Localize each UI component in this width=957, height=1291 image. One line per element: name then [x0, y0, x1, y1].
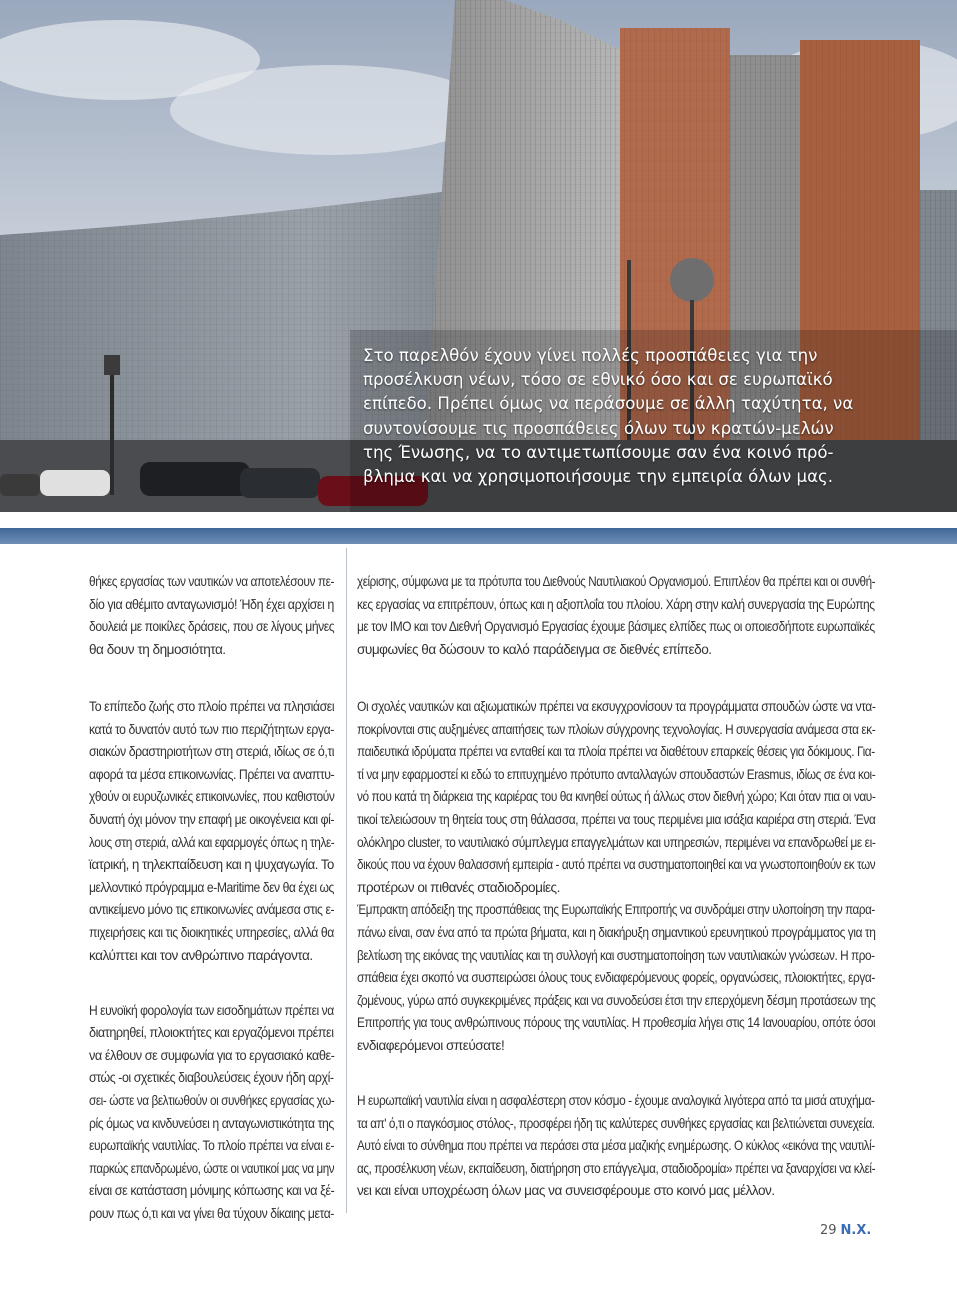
text-line: Η ευνοϊκή φορολογία των εισοδημάτων πρέπει να: [89, 1002, 334, 1018]
text-line: προτέρων οι πιθανές σταδιοδρομίες.: [357, 879, 560, 895]
text-line: θα δουν τη δημοσιότητα.: [89, 641, 226, 657]
text-line: σιακών δραστηριοτήτων στη στεριά, ιδίως σε ό,τι: [89, 744, 335, 760]
text-line: βελτίωση της εικόνας της ναυτιλίας και τη συλλογή και συστηματοποίηση των ναυτιλιακών γνώσεων. Η προ-: [357, 947, 875, 963]
page-number: 29: [820, 1223, 837, 1238]
text-line: Αυτό είναι το σύνθημα που πρέπει να περάσει στα μέσα μαζικής ενημέρωσης. Ο κύκλος «εικόνα της ναυτιλί-: [357, 1138, 875, 1154]
right-text-column: [357, 571, 875, 1203]
text-line: διατηρηθεί, πλοιοκτήτες και εργαζόμενοι πρέπει: [89, 1025, 334, 1041]
text-line: νει και είναι υποχρέωση όλων μας να συνεισφέρουμε στο κοινό μας μέλλον.: [357, 1183, 775, 1199]
text-line: νό που κατά τη διάρκεια της καριέρας του θα κινηθεί ούτως ή άλλως στον διεθνή χώρο; Και όταν πια οι ναυ-: [357, 789, 876, 805]
text-line: θήκες εργασίας των ναυτικών να αποτελέσουν πε-: [89, 574, 335, 589]
photo-caption: [363, 344, 911, 489]
paragraph: [357, 571, 875, 661]
text-line: ϊατρική, η τηλεκπαίδευση και η ψυχαγωγία. Το: [89, 857, 334, 873]
text-line: στώς -οι σχετικές διαβουλεύσεις έχουν ήδη αρχί-: [89, 1070, 334, 1086]
text-line: τα απ' ό,τι ο παγκόσμιος στόλος-, προσφέρει ήδη τις καλύτερες συνθήκες εργασίας και βελτιώνεται συνεχεία.: [357, 1115, 875, 1131]
column-divider: [346, 548, 347, 1213]
text-line: σει- ώστε να βελτιωθούν οι συνθήκες εργασίας χω-: [89, 1093, 335, 1109]
text-line: Οι σχολές ναυτικών και αξιωματικών πρέπει να εκσυγχρονίσουν τα προγράμματα σπουδών ώστε να ντα-: [357, 698, 876, 714]
text-line: να έλθουν σε συμφωνία για το εργασιακό καθε-: [89, 1047, 335, 1063]
paragraph: [89, 1000, 334, 1226]
page-folio: [820, 1223, 871, 1238]
text-line: ολόκληρο cluster, το ναυτιλιακό σύμπλεγμα επαγγελμάτων και υπηρεσιών, περιμένει να επανδρωθεί με ει-: [357, 834, 876, 850]
paragraph: [357, 1090, 875, 1203]
left-text-column: [89, 571, 334, 1226]
text-line: Έμπρακτη απόδειξη της προσπάθειας της Ευρωπαϊκής Επιτροπής να συνδράμει στην υλοποίηση την παρα-: [357, 902, 875, 918]
text-line: ας, προσέλκυση νέων, εκπαίδευση, διατήρηση στο επάγγελμα, σταδιοδρομία» πρέπει να ξαναρχίσει να κλεί-: [357, 1160, 876, 1176]
caption-line: Στο παρελθόν έχουν γίνει πολλές προσπάθειες για την: [363, 346, 818, 365]
text-line: ρουν πως ό,τι και να γίνει θα τύχουν δίκαιης μετα-: [89, 1206, 334, 1222]
text-line: συμφωνίες θα δώσουν το καλό παράδειγμα σε διεθνές επίπεδο.: [357, 641, 712, 657]
text-line: με τον ΙΜΟ και τον Διεθνή Οργανισμό Εργασίας έχουμε βάσιμες ελπίδες πως οι οποιεσδήποτε ευρωπαϊκές: [357, 619, 875, 635]
text-line: τικοί τελειώσουν τη θητεία τους στη θάλασσα, πρέπει να τους περιμένει μια ισάξια καριέρα στη στεριά. Ένα: [357, 811, 876, 827]
text-line: καλύπτει και τον ανθρώπινο παράγοντα.: [89, 947, 313, 963]
cover-photo-berlaymont: [0, 0, 957, 512]
text-line: πάνω είναι, σαν ένα από τα πρώτα βήματα, και η διακήρυξη σημαντικού ερευνητικού προγράμματος για τη: [357, 924, 876, 940]
text-line: δυνατή όχι μόνον την επαφή με οικογένεια και φί-: [89, 811, 335, 827]
text-line: πιχειρήσεις και τις διοικητικές υπηρεσίες, αλλά θα: [89, 924, 334, 940]
text-line: αφορά τα μέσα επικοινωνίας. Πρέπει να αναπτυ-: [89, 766, 335, 782]
text-line: κατά το δυνατόν αυτό των πιο περιζήτητων εργα-: [89, 721, 334, 737]
text-line: σπάθεια έχει σκοπό να συσπειρώσει όλους τους ενδιαφερόμενους φορείς, οργανώσεις, πλοιοκτήτες, εργα-: [357, 970, 875, 986]
caption-line: επίπεδο. Πρέπει όμως να περάσουμε σε άλλη ταχύτητα, να: [363, 394, 854, 414]
caption-line: βλημα και να χρησιμοποιήσουμε την εμπειρία όλων μας.: [363, 467, 834, 487]
text-line: μελλοντικό πρόγραμμα e-Maritime δεν θα έχει ως: [89, 879, 334, 895]
caption-line: της Ένωσης, να το αντιμετωπίσουμε σαν ένα κοινό πρό-: [363, 442, 834, 462]
text-line: ρίς όμως να κινδυνεύσει η ανταγωνιστικότητα της: [89, 1115, 334, 1131]
caption-line: συντονίσουμε τις προσπάθειες όλων των κρατών-μελών: [363, 418, 834, 438]
text-line: ενδιαφερόμενοι σπεύσατε!: [357, 1037, 505, 1053]
text-line: αντικείμενο μόνο τις επικοινωνίες ανάμεσα στις ε-: [89, 902, 335, 918]
text-line: είναι σε κατάσταση μόνιμης κόπωσης και να ξέ-: [89, 1183, 335, 1199]
caption-line: προσέλκυση νέων, τόσο σε εθνικό όσο και σε ευρωπαϊκό: [363, 370, 833, 390]
text-line: τί να μην εφαρμοστεί κι εδώ το επιτυχημένο πρότυπο ανταλλαγών σπουδαστών Erasmus, ιδίως σε ένα κοι-: [357, 766, 876, 782]
text-line: δουλειά με ποικίλες δράσεις, που σε λίγους μήνες: [89, 619, 335, 635]
section-divider-band: [0, 528, 957, 544]
text-line: ευρωπαϊκής ναυτιλίας. Το πλοίο πρέπει να είναι ε-: [89, 1138, 334, 1154]
text-line: κες εργασίας να επιτρέπουν, όπως και η αξιοπλοΐα του πλοίου. Χάρη στην καλή συνεργασία της Ευρώπης: [357, 596, 875, 612]
text-line: παιδευτικά ιδρύματα πρέπει να ενταθεί και τα πλοία πρέπει να διαθέτουν επαρκείς θέσεις για δόκιμους. Για-: [357, 744, 875, 760]
text-line: Το επίπεδο ζωής στο πλοίο πρέπει να πλησιάσει: [89, 698, 335, 714]
text-line: χθούν οι ευρυζωνικές επικοινωνίες, που καθιστούν: [89, 789, 335, 805]
text-line: λους στη στεριά, αλλά και εφαρμογές όπως η τηλε-: [89, 834, 335, 850]
text-line: Επιτροπής για τους ανθρώπινους πόρους της ναυτιλίας. Η προθεσμία λήγει στις 14 Ιανουαρίου, οπότε όσοι: [357, 1015, 876, 1031]
text-line: Η ευρωπαϊκή ναυτιλία είναι η ασφαλέστερη στον κόσμο - έχουμε αναλογικά λιγότερα από τα μισά ατυχήμα-: [357, 1093, 875, 1109]
magazine-initials: Ν.Χ.: [840, 1223, 872, 1238]
paragraph: [89, 696, 334, 967]
paragraph: [357, 696, 875, 1058]
text-line: δίο για αθέμιτο ανταγωνισμό! Ήδη έχει αρχίσει η: [89, 596, 334, 612]
text-line: παρκώς επανδρωμένο, ώστε οι ναυτικοί μας να μην: [89, 1160, 335, 1176]
text-line: ποκρίνονται στις αυξημένες απαιτήσεις των πλοίων σύγχρονης τεχνολογίας. Η συνεργασία ανάμεσα στα εκ-: [357, 721, 876, 737]
text-line: ζομένους, γύρω από συγκεκριμένες πράξεις και να συνοδεύσει έτσι την επερχόμενη δέσμη προτάσεων της: [357, 992, 876, 1008]
paragraph: [89, 571, 334, 661]
text-line: χείρισης, σύμφωνα με τα πρότυπα του Διεθνούς Ναυτιλιακού Οργανισμού. Επιπλέον θα πρέπει και οι συνθή-: [357, 574, 876, 589]
text-line: δικούς που να έχουν θαλασσινή εμπειρία - αυτό πρέπει να συστηματοποιηθεί και να γνωστοποιηθούν εκ των: [357, 857, 876, 873]
